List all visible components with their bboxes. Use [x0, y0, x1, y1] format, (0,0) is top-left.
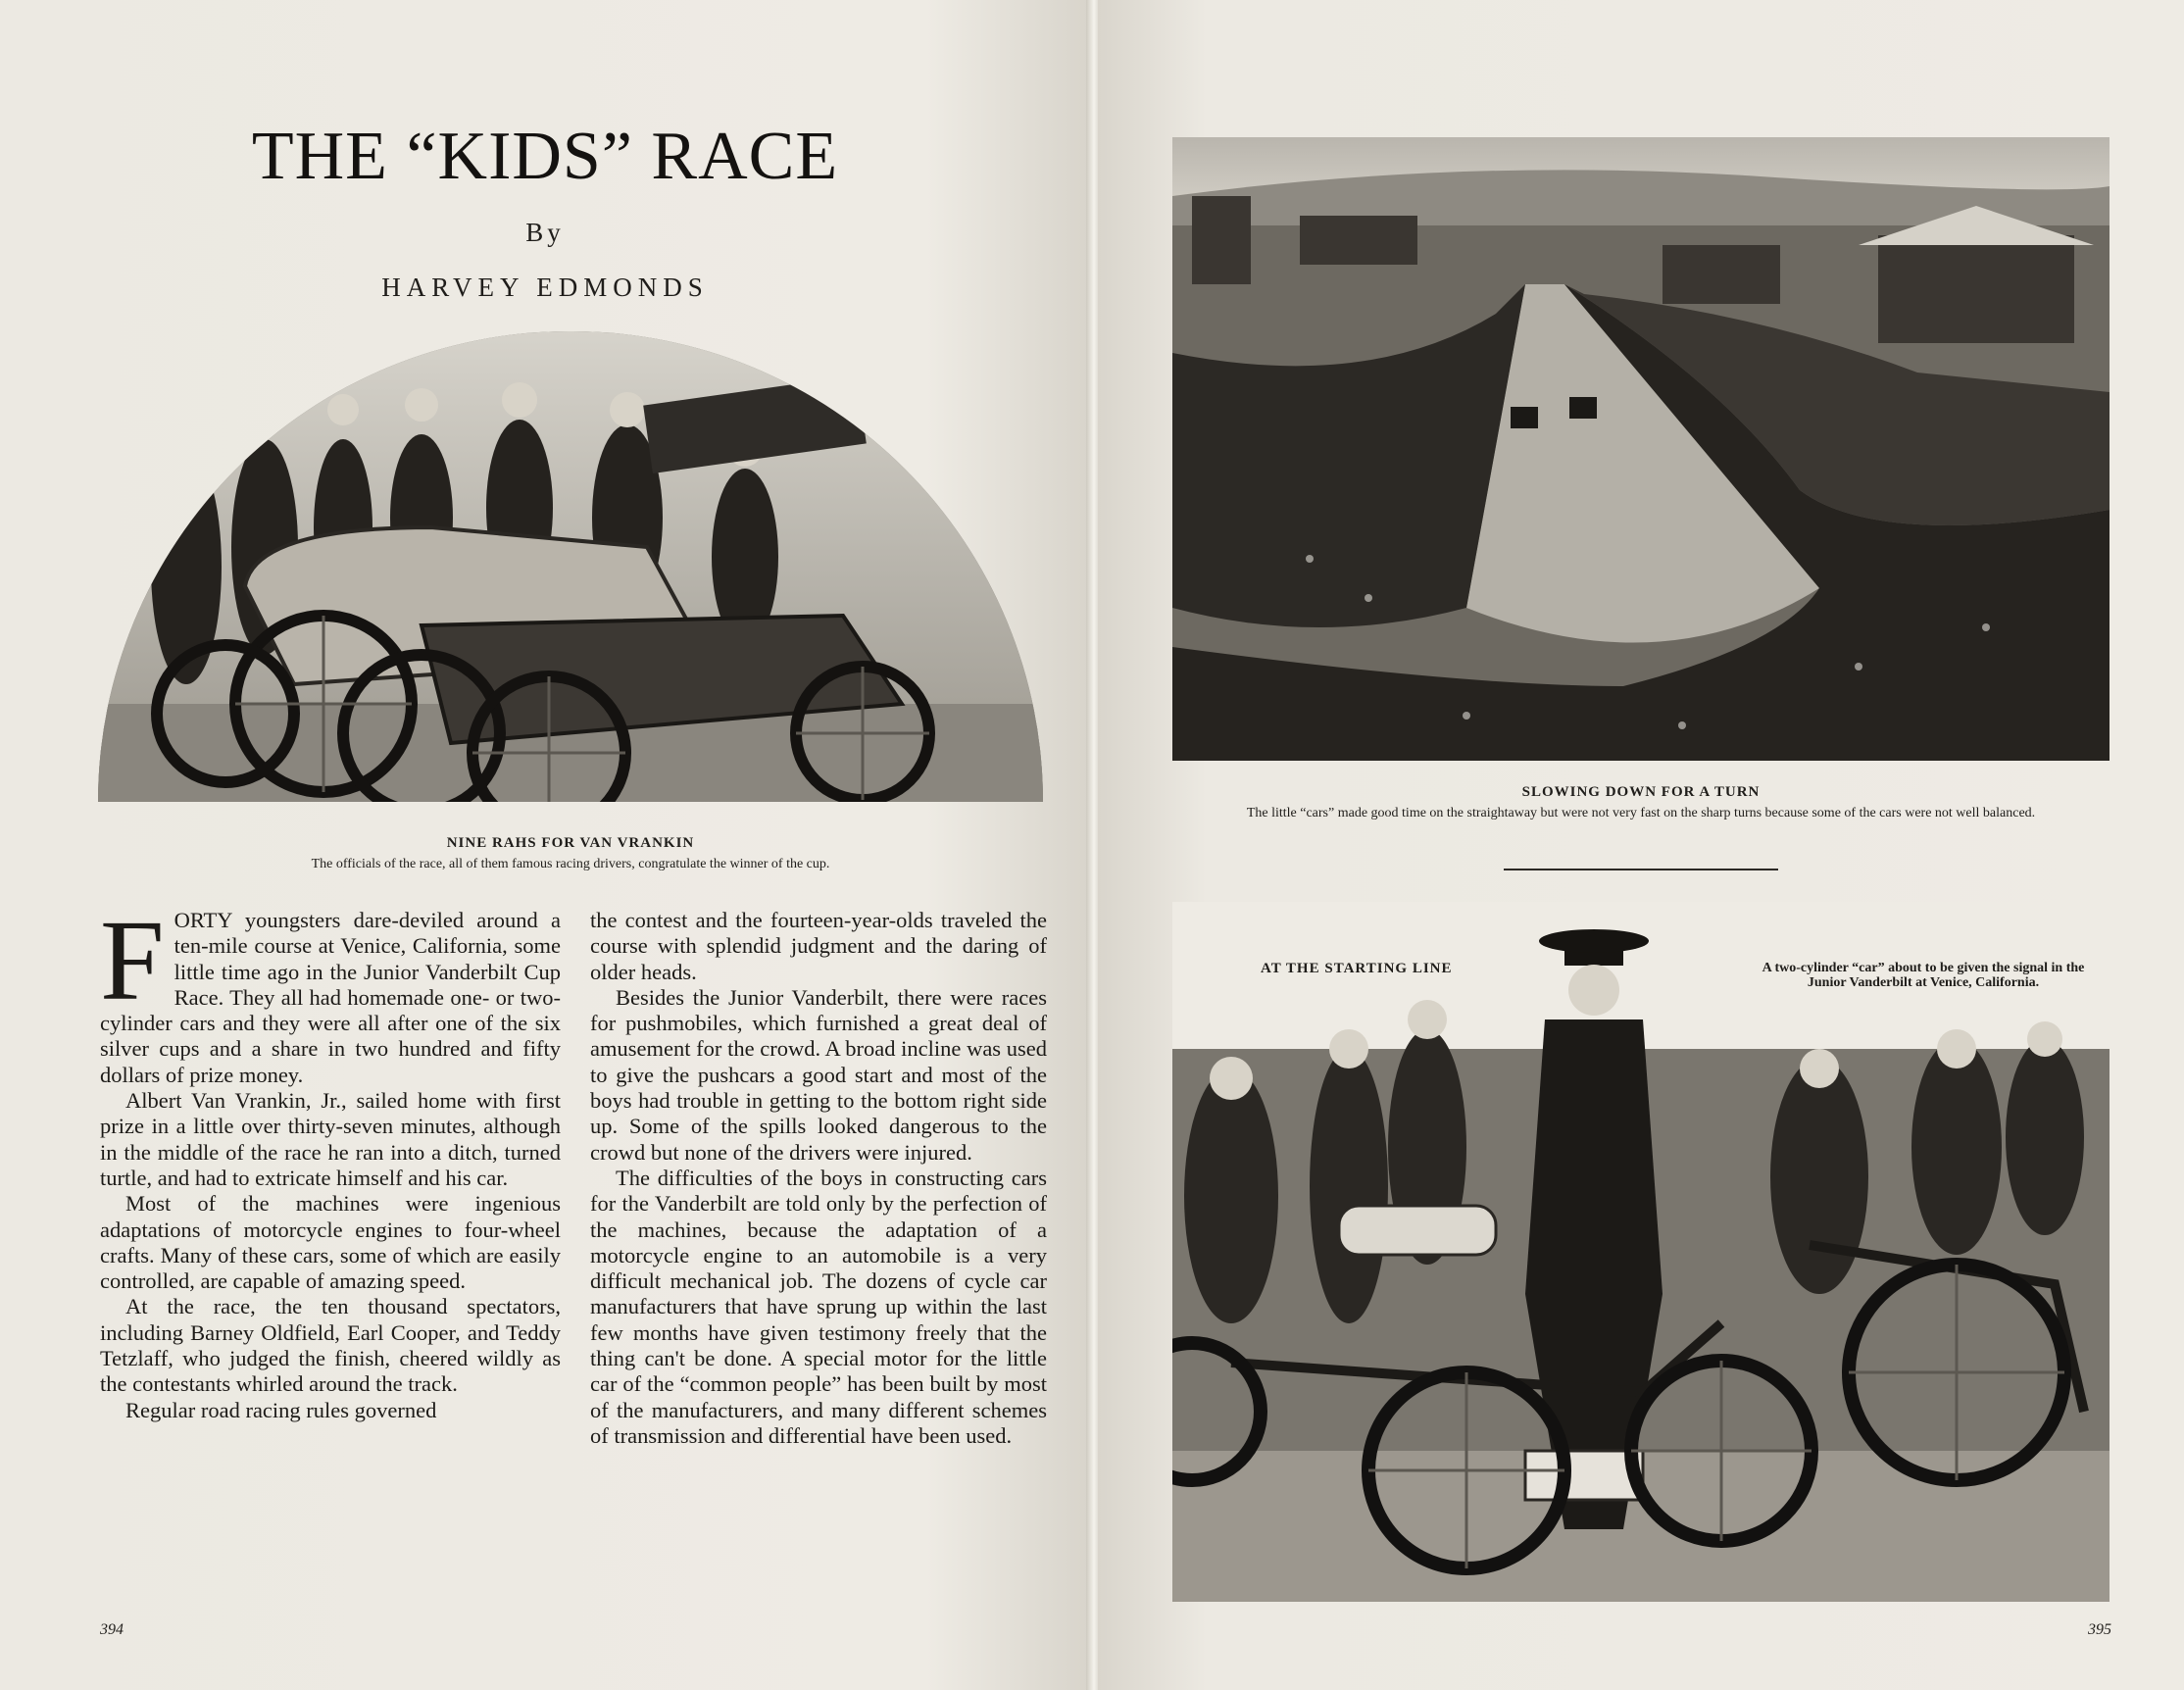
officials-photo-image — [98, 331, 1043, 802]
paragraph: ORTY youngsters dare-deviled around a ten-mile course at Venice, California, some little time ago in the Junior Vanderbilt Cup Race. They all had homemade one- or two-cylinder cars and they were all after one of the six silver cups and a share in two hundred and fifty dollars of prize money. — [100, 908, 561, 1087]
right-page — [1098, 0, 2184, 1690]
paragraph: The difficulties of the boys in constructing cars for the Vanderbilt are told only by the perfection of the machines, because the adaptation of a motorcycle engine to an automobile is a very difficult mechanical job. The dozens of cycle car manufacturers that have sprung up within the last few months have given testimony freely that the thing can't be done. A special motor for the little car of the “common people” has been built by most of the manufacturers, and many different schemes of transmission and differential have been used. — [590, 1165, 1047, 1448]
starting-line-photo — [1172, 902, 2110, 1602]
page-number-left: 394 — [100, 1621, 124, 1638]
officials-photo — [98, 331, 1043, 802]
starting-line-photo-image — [1172, 902, 2110, 1602]
crowd-caption-text: The little “cars” made good time on the straightaway but were not very fast on the sharp turns because some of the cars were not well balanced. — [1246, 806, 2036, 820]
paragraph: Most of the machines were ingenious adaptations of motorcycle engines to four-wheel crafts. Many of these cars, some of which are easily controlled, are capable of amazing speed. — [100, 1191, 561, 1294]
article-title: THE “KIDS” RACE — [251, 119, 839, 194]
race-crowd-photo-image — [1172, 137, 2110, 761]
starting-line-caption-text: A two-cylinder “car” about to be given the signal in the Junior Vanderbilt at Venice, California. — [1762, 961, 2085, 990]
paragraph: At the race, the ten thousand spectators, including Barney Oldfield, Earl Cooper, and Teddy Tetzlaff, who judged the finish, cheered wildly as the contestants whirled around the track. — [100, 1294, 561, 1397]
left-page — [0, 0, 1090, 1690]
paragraph: Besides the Junior Vanderbilt, there were races for pushmobiles, which furnished a great deal of amusement for the crowd. A broad incline was used to give the pushcars a good start and most of the boys had trouble in getting to the bottom right side up. Some of the spills looked dangerous to the crowd but none of the drivers were injured. — [590, 984, 1047, 1165]
starting-line-caption-heading: AT THE STARTING LINE — [1261, 961, 1453, 976]
article-column-2 — [590, 908, 1047, 1449]
byline-by: By — [525, 218, 565, 247]
article-column-1 — [100, 896, 561, 1423]
paragraph: Albert Van Vrankin, Jr., sailed home with first prize in a little over thirty-seven minutes, although in the middle of the race he ran into a ditch, turned turtle, and had to extricate himself and his car. — [100, 1088, 561, 1190]
paragraph: Regular road racing rules governed — [125, 1397, 437, 1422]
byline-author: HARVEY EDMONDS — [381, 273, 709, 302]
drop-cap: F — [100, 896, 165, 1024]
officials-caption-text: The officials of the race, all of them famous racing drivers, congratulate the winner of the cup. — [311, 857, 830, 871]
page-number-right: 395 — [2088, 1621, 2111, 1638]
officials-caption-heading: NINE RAHS FOR VAN VRANKIN — [446, 835, 695, 851]
paragraph: the contest and the fourteen-year-olds traveled the course with splendid judgment and the daring of older heads. — [590, 908, 1047, 984]
race-crowd-photo — [1172, 137, 2110, 761]
section-divider — [1504, 869, 1778, 870]
crowd-caption-heading: SLOWING DOWN FOR A TURN — [1521, 784, 1761, 800]
